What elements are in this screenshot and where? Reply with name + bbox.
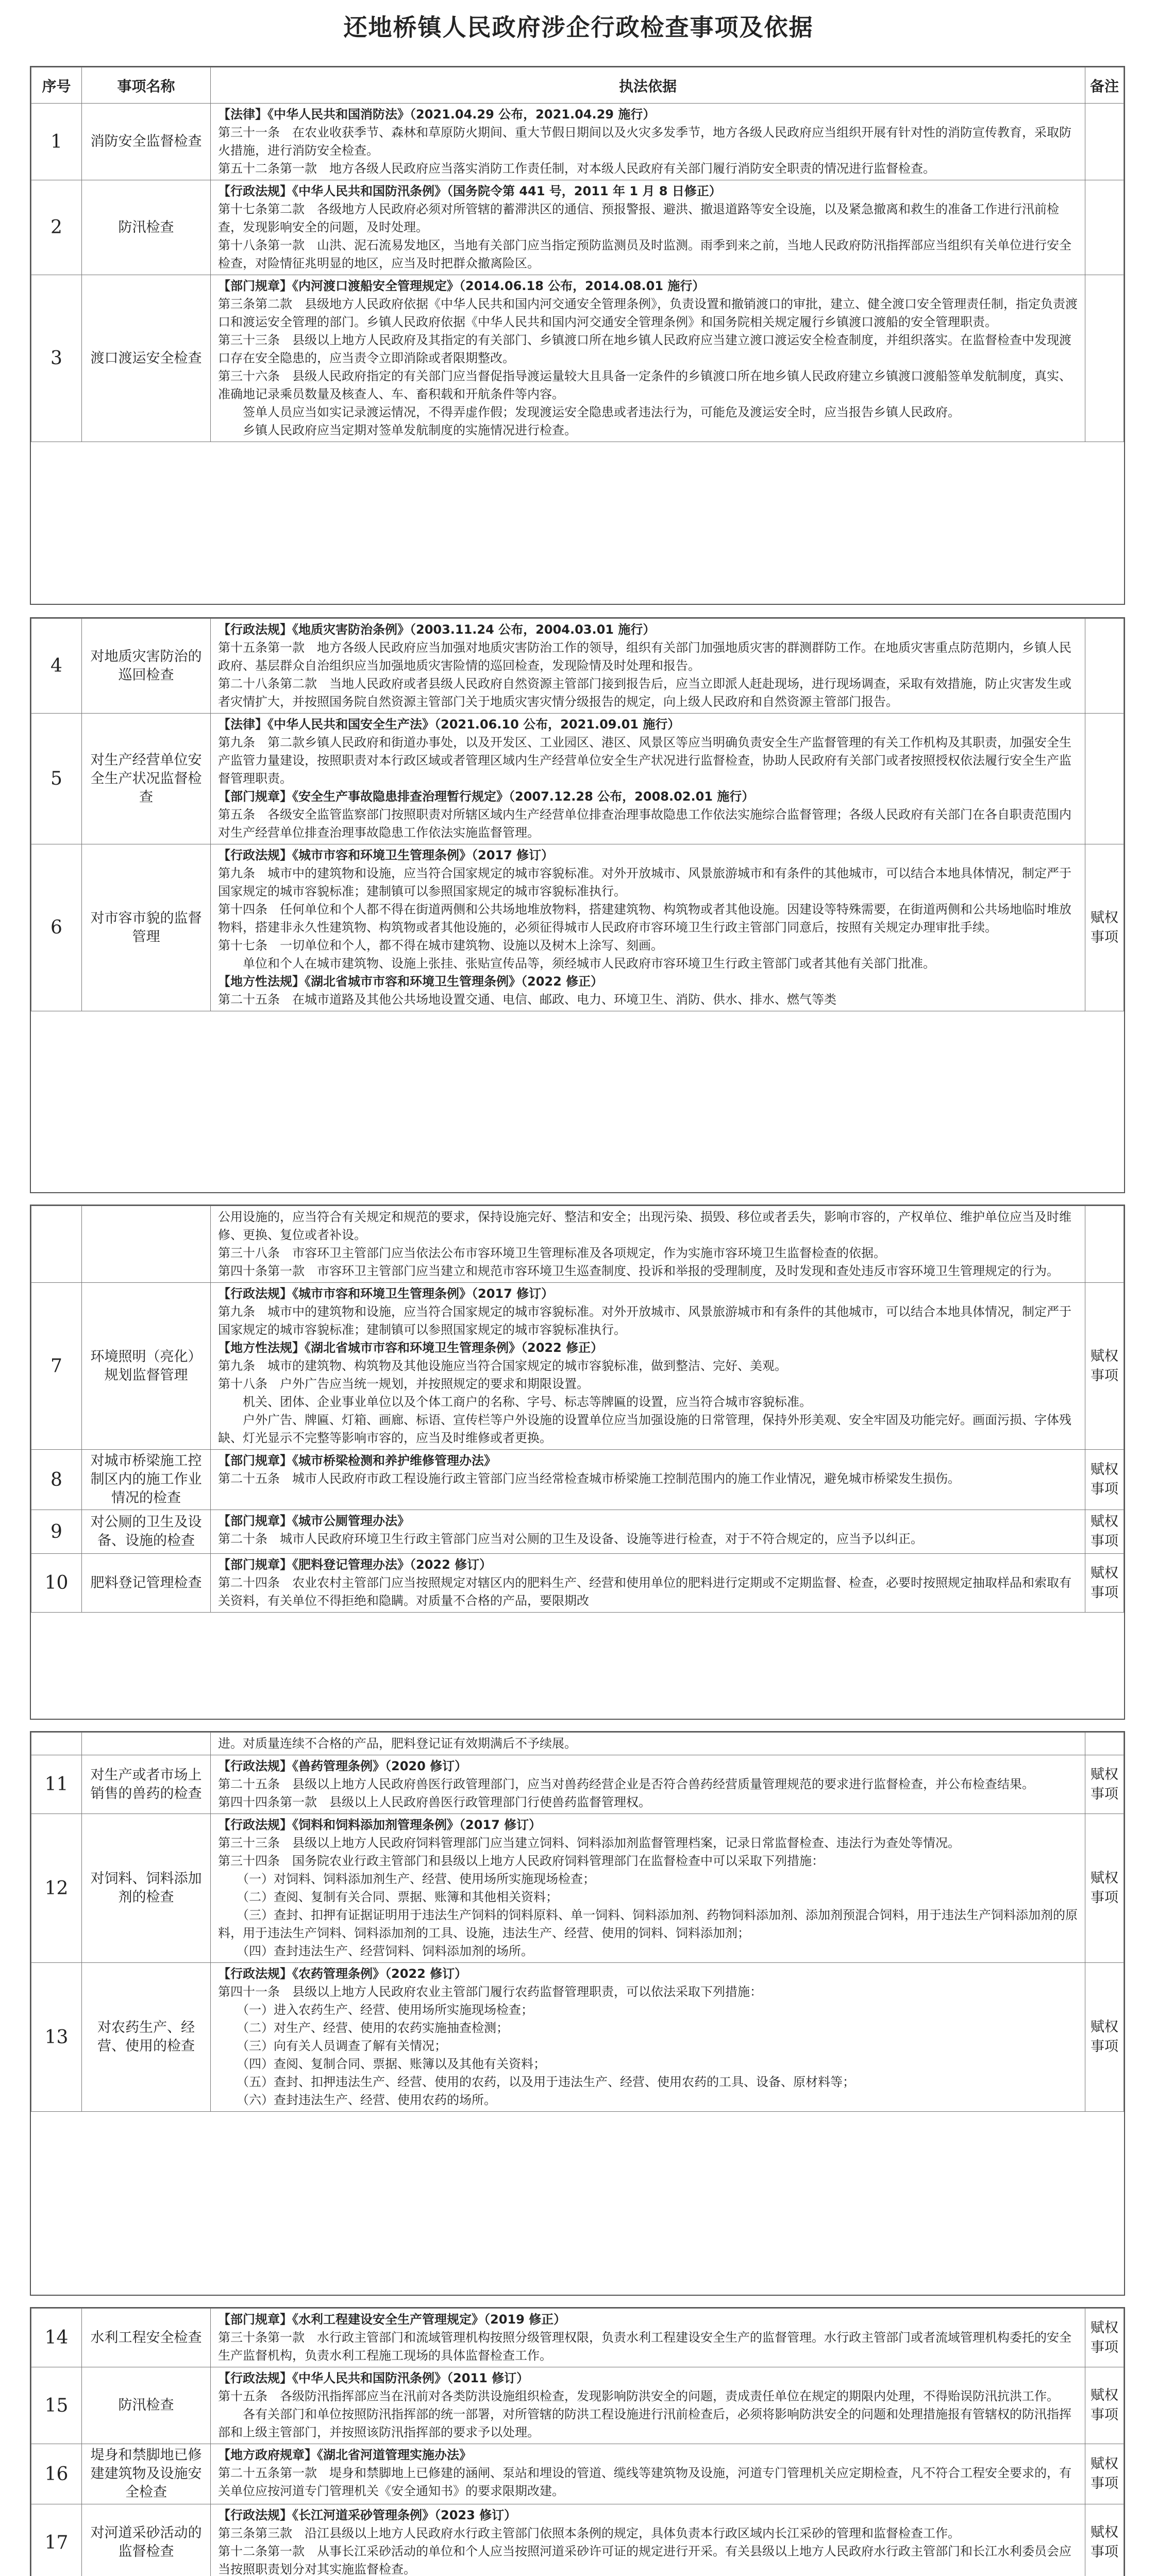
row-number: 6 xyxy=(31,844,82,1011)
inspection-table xyxy=(31,1206,1124,1613)
remark: 赋权事项 xyxy=(1085,1963,1124,2112)
legal-basis xyxy=(211,1554,1085,1613)
article-text: （二）查阅、复制有关合同、票据、账簿和其他相关资料； xyxy=(218,1890,558,1904)
legal-basis xyxy=(211,2309,1085,2367)
item-name: 对农药生产、经营、使用的检查 xyxy=(82,1963,211,2112)
article-text: 第五十二条第一款 地方各级人民政府应当落实消防工作责任制，对本级人民政府有关部门履行消防安全职责的情况进行监督检查。 xyxy=(218,161,935,176)
article-text: 第四十条第一款 市容环卫主管部门应当建立和规范市容环境卫生巡查制度、投诉和举报的受理制度，及时发现和查处违反市容环境卫生管理规定的行为。 xyxy=(218,1264,1059,1278)
article-text: （三）向有关人员调查了解有关情况； xyxy=(218,2039,447,2053)
law-source: 【行政法规】《农药管理条例》（2022 修订） xyxy=(218,1967,467,1981)
remark: 赋权事项 xyxy=(1085,2504,1124,2576)
article-text: 第十五条 各级防汛指挥部应当在汛前对各类防洪设施组织检查，发现影响防洪安全的问题，责成责任单位在规定的期限内处理，不得贻误防汛抗洪工作。 xyxy=(218,2389,1059,2403)
law-source: 【部门规章】《内河渡口渡船安全管理规定》（2014.06.18 公布，2014.08.01 施行） xyxy=(218,279,705,293)
table-row xyxy=(31,1206,1124,1283)
row-number: 3 xyxy=(31,275,82,442)
law-source: 【行政法规】《城市市容和环境卫生管理条例》（2017 修订） xyxy=(218,848,554,862)
row-number: 16 xyxy=(31,2444,82,2504)
article-text: （一）对饲料、饲料添加剂生产、经营、使用场所实施现场检查； xyxy=(218,1872,595,1886)
inspection-table xyxy=(31,1732,1124,2112)
legal-basis xyxy=(211,275,1085,442)
legal-basis xyxy=(211,1733,1085,1755)
table-row xyxy=(31,1510,1124,1554)
table-row xyxy=(31,180,1124,275)
legal-basis xyxy=(211,104,1085,180)
header-item: 事项名称 xyxy=(82,67,211,104)
remark xyxy=(1085,1206,1124,1283)
remark xyxy=(1085,275,1124,442)
item-name: 对市容市貌的监督管理 xyxy=(82,844,211,1011)
row-number xyxy=(31,1733,82,1755)
header-basis: 执法依据 xyxy=(211,67,1085,104)
row-number: 10 xyxy=(31,1554,82,1613)
article-text: 进。对质量连续不合格的产品，肥料登记证有效期满后不予续展。 xyxy=(218,1736,577,1751)
table-row xyxy=(31,2367,1124,2444)
table-page-1 xyxy=(30,66,1125,605)
table-row xyxy=(31,1554,1124,1613)
table-page-3 xyxy=(30,1205,1125,1720)
article-text: 第三十三条 县级以上地方人民政府及其指定的有关部门、乡镇渡口所在地乡镇人民政府应当建立渡口渡运安全检查制度，并组织落实。在监督检查中发现渡口存在安全隐患的，应当责令立即消除或者限期整改。 xyxy=(218,333,1071,365)
legal-basis xyxy=(211,1206,1085,1283)
remark xyxy=(1085,180,1124,275)
item-name: 对地质灾害防治的巡回检查 xyxy=(82,619,211,714)
article-text: 第五条 各级安全监管监察部门按照职责对所辖区域内生产经营单位排查治理事故隐患工作依法实施综合监督管理；各级人民政府有关部门在各自职责范围内对生产经营单位排查治理事故隐患工作依法实施监督管理。 xyxy=(218,807,1071,840)
article-text: 第九条 城市的建筑物、构筑物及其他设施应当符合国家规定的城市容貌标准，做到整洁、完好、美观。 xyxy=(218,1359,787,1373)
remark xyxy=(1085,1733,1124,1755)
table-row xyxy=(31,844,1124,1011)
legal-basis xyxy=(211,2504,1085,2576)
item-name: 防汛检查 xyxy=(82,180,211,275)
remark: 赋权事项 xyxy=(1085,2309,1124,2367)
law-source: 【行政法规】《中华人民共和国防汛条例》（国务院令第 441 号，2011 年 1 月 8 日修正） xyxy=(218,184,722,198)
article-text: 第三条第二款 县级地方人民政府依据《中华人民共和国内河交通安全管理条例》，负责设置和撤销渡口的审批，建立、健全渡口安全管理责任制，指定负责渡口和渡运安全管理的部门。乡镇人民政府依据《中华人民共和国内河交通安全管理条例》和国务院相关规定履行乡镇渡口渡船的安全管理职责。 xyxy=(218,297,1078,329)
item-name: 渡口渡运安全检查 xyxy=(82,275,211,442)
article-text: 第十八条第一款 山洪、泥石流易发地区，当地有关部门应当指定预防监测员及时监测。雨季到来之前，当地人民政府防汛指挥部应当组织有关单位进行安全检查，对险情征兆明显的地区，应当及时把群众撤离险区。 xyxy=(218,238,1071,270)
article-text: 第二十条 城市人民政府环境卫生行政主管部门应当对公厕的卫生及设备、设施等进行检查，对于不符合规定的，应当予以纠正。 xyxy=(218,1532,923,1546)
remark: 赋权事项 xyxy=(1085,1510,1124,1554)
law-source: 【地方政府规章】《湖北省河道管理实施办法》 xyxy=(218,2448,472,2462)
table-row xyxy=(31,1283,1124,1450)
item-name: 防汛检查 xyxy=(82,2367,211,2444)
article-text: 第三条第三款 沿江县级以上地方人民政府水行政主管部门依照本条例的规定，具体负责本行政区域内长江采砂的管理和监督检查工作。 xyxy=(218,2526,960,2540)
article-text: 第三十四条 国务院农业行政主管部门和县级以上地方人民政府饲料管理部门在监督检查中可以采取下列措施： xyxy=(218,1854,824,1868)
remark: 赋权事项 xyxy=(1085,1283,1124,1450)
article-text: 第九条 第二款乡镇人民政府和街道办事处，以及开发区、工业园区、港区、风景区等应当明确负责安全生产监督管理的有关工作机构及其职责，加强安全生产监管力量建设，按照职责对本行政区域或者管理区域内生产经营单位安全生产状况进行监督检查，协助人民政府有关部门或者按照授权依法履行安全生产监督管理职责。 xyxy=(218,735,1071,786)
article-text: 第九条 城市中的建筑物和设施，应当符合国家规定的城市容貌标准。对外开放城市、风景旅游城市和有条件的其他城市，可以结合本地具体情况，制定严于国家规定的城市容貌标准；建制镇可以参照国家规定的城市容貌标准执行。 xyxy=(218,866,1071,899)
law-source: 【行政法规】《长江河道采砂管理条例》（2023 修订） xyxy=(218,2508,517,2522)
table-row xyxy=(31,275,1124,442)
item-name: 对河道采砂活动的监督检查 xyxy=(82,2504,211,2576)
legal-basis xyxy=(211,619,1085,714)
item-name xyxy=(82,1206,211,1283)
item-name: 对公厕的卫生及设备、设施的检查 xyxy=(82,1510,211,1554)
law-source: 【地方性法规】《湖北省城市市容和环境卫生管理条例》（2022 修正） xyxy=(218,1341,603,1355)
row-number: 9 xyxy=(31,1510,82,1554)
legal-basis xyxy=(211,1450,1085,1510)
law-source: 【法律】《中华人民共和国安全生产法》（2021.06.10 公布，2021.09.01 施行） xyxy=(218,717,680,732)
article-text: （三）查封、扣押有证据证明用于违法生产饲料的饲料原料、单一饲料、饲料添加剂、药物饲料添加剂、添加剂预混合饲料，用于违法生产饲料添加剂的原料，用于违法生产饲料、饲料添加剂的工具、设施，违法生产、经营、使用的饲料、饲料添加剂； xyxy=(218,1908,1078,1940)
table-row xyxy=(31,1814,1124,1963)
item-name: 环境照明（亮化）规划监督管理 xyxy=(82,1283,211,1450)
legal-basis xyxy=(211,1755,1085,1814)
remark: 赋权事项 xyxy=(1085,1450,1124,1510)
table-row xyxy=(31,1755,1124,1814)
law-source: 【地方性法规】《湖北省城市市容和环境卫生管理条例》（2022 修正） xyxy=(218,974,603,989)
row-number: 12 xyxy=(31,1814,82,1963)
row-number: 4 xyxy=(31,619,82,714)
article-text: 户外广告、牌匾、灯箱、画廊、标语、宣传栏等户外设施的设置单位应当加强设施的日常管理，保持外形美观、安全牢固及功能完好。画面污损、字体残缺、灯光显示不完整等影响市容的，应当及时维修或者更换。 xyxy=(218,1413,1071,1445)
header-remark: 备注 xyxy=(1085,67,1124,104)
article-text: 第四十四条第一款 县级以上人民政府兽医行政管理部门行使兽药监督管理权。 xyxy=(218,1795,651,1809)
law-source: 【部门规章】《安全生产事故隐患排查治理暂行规定》（2007.12.28 公布，2008.02.01 施行） xyxy=(218,789,754,804)
article-text: 签单人员应当如实记录渡运情况，不得弄虚作假；发现渡运安全隐患或者违法行为，可能危及渡运安全时，应当报告乡镇人民政府。 xyxy=(218,405,960,419)
legal-basis xyxy=(211,844,1085,1011)
table-row xyxy=(31,714,1124,844)
remark: 赋权事项 xyxy=(1085,1554,1124,1613)
law-source: 【法律】《中华人民共和国消防法》（2021.04.29 公布，2021.04.29 施行） xyxy=(218,107,656,122)
remark: 赋权事项 xyxy=(1085,844,1124,1011)
inspection-table xyxy=(31,67,1124,442)
inspection-table xyxy=(31,2308,1124,2576)
table-header-row xyxy=(31,67,1124,104)
law-source: 【部门规章】《水利工程建设安全生产管理规定》（2019 修正） xyxy=(218,2312,566,2327)
inspection-table xyxy=(31,618,1124,1011)
article-text: 第二十五条第一款 堤身和禁脚地上已修建的涵闸、泵站和埋设的管道、缆线等建筑物及设施，河道专门管理机关应定期检查，凡不符合工程安全要求的，有关单位应按河道专门管理机关《安全通知书》的要求限期改建。 xyxy=(218,2466,1071,2498)
legal-basis xyxy=(211,2444,1085,2504)
article-text: （五）查封、扣押违法生产、经营、使用的农药，以及用于违法生产、经营、使用农药的工具、设备、原材料等； xyxy=(218,2075,855,2089)
law-source: 【行政法规】《地质灾害防治条例》（2003.11.24 公布，2004.03.01 施行） xyxy=(218,622,656,637)
row-number: 8 xyxy=(31,1450,82,1510)
article-text: 第十八条 户外广告应当统一规划，并按照规定的要求和期限设置。 xyxy=(218,1377,589,1391)
article-text: 第二十八条第二款 当地人民政府或者县级人民政府自然资源主管部门接到报告后，应当立即派人赶赴现场，进行现场调查，采取有效措施，防止灾害发生或者灾情扩大，并按照国务院自然资源主管部门关于地质灾害灾情分级报告的规定，向上级人民政府和自然资源主管部门报告。 xyxy=(218,676,1071,709)
article-text: 公用设施的，应当符合有关规定和规范的要求，保持设施完好、整洁和安全；出现污染、损毁、移位或者丢失，影响市容的，产权单位、维护单位应当及时维修、更换、复位或者补设。 xyxy=(218,1210,1071,1242)
table-page-5 xyxy=(30,2307,1125,2576)
legal-basis xyxy=(211,1963,1085,2112)
article-text: 第三十六条 县级人民政府指定的有关部门应当督促指导渡运量较大且具备一定条件的乡镇渡口所在地乡镇人民政府建立乡镇渡口渡船签单发航制度，真实、准确地记录乘员数量及核查人、车、畜积载和开航条件等内容。 xyxy=(218,369,1071,401)
table-row xyxy=(31,104,1124,180)
row-number: 13 xyxy=(31,1963,82,2112)
table-row xyxy=(31,1450,1124,1510)
article-text: 第二十五条 在城市道路及其他公共场地设置交通、电信、邮政、电力、环境卫生、消防、供水、排水、燃气等类 xyxy=(218,992,836,1007)
article-text: 第四十一条 县级以上地方人民政府农业主管部门履行农药监督管理职责，可以依法采取下列措施： xyxy=(218,1985,762,1999)
header-no: 序号 xyxy=(31,67,82,104)
article-text: 第九条 城市中的建筑物和设施，应当符合国家规定的城市容貌标准。对外开放城市、风景旅游城市和有条件的其他城市，可以结合本地具体情况，制定严于国家规定的城市容貌标准；建制镇可以参照国家规定的城市容貌标准执行。 xyxy=(218,1304,1071,1337)
article-text: 第三十三条 县级以上地方人民政府饲料管理部门应当建立饲料、饲料添加剂监督管理档案，记录日常监督检查、违法行为查处等情况。 xyxy=(218,1836,960,1850)
item-name: 堤身和禁脚地已修建建筑物及设施安全检查 xyxy=(82,2444,211,2504)
legal-basis xyxy=(211,1814,1085,1963)
article-text: 第三十一条 在农业收获季节、森林和草原防火期间、重大节假日期间以及火灾多发季节，地方各级人民政府应当组织开展有针对性的消防宣传教育，采取防火措施，进行消防安全检查。 xyxy=(218,125,1071,158)
article-text: 机关、团体、企业事业单位以及个体工商户的名称、字号、标志等牌匾的设置，应当符合城市容貌标准。 xyxy=(218,1395,812,1409)
article-text: （四）查阅、复制合同、票据、账簿以及其他有关资料； xyxy=(218,2057,546,2071)
article-text: 单位和个人在城市建筑物、设施上张挂、张贴宣传品等，须经城市人民政府市容环境卫生行政主管部门或者其他有关部门批准。 xyxy=(218,956,935,971)
law-source: 【部门规章】《肥料登记管理办法》（2022 修订） xyxy=(218,1557,492,1572)
table-row xyxy=(31,2504,1124,2576)
article-text: （一）进入农药生产、经营、使用场所实施现场检查； xyxy=(218,2003,533,2017)
row-number: 2 xyxy=(31,180,82,275)
page-title: 还地桥镇人民政府涉企行政检查事项及依据 xyxy=(343,13,814,41)
table-page-2 xyxy=(30,617,1125,1193)
article-text: 第二十五条 县级以上地方人民政府兽医行政管理部门，应当对兽药经营企业是否符合兽药经营质量管理规范的要求进行监督检查，并公布检查结果。 xyxy=(218,1777,1034,1791)
remark: 赋权事项 xyxy=(1085,2367,1124,2444)
article-text: 第二十四条 农业农村主管部门应当按照规定对辖区内的肥料生产、经营和使用单位的肥料进行定期或不定期监督、检查，必要时按照规定抽取样品和索取有关资料，有关单位不得拒绝和隐瞒。对质量不合格的产品，要限期改 xyxy=(218,1575,1071,1608)
article-text: 第十二条第一款 从事长江采砂活动的单位和个人应当按照河道采砂许可证的规定进行开采。有关县级以上地方人民政府水行政主管部门和长江水利委员会应当按照职责划分对其实施监督检查。 xyxy=(218,2544,1071,2576)
article-text: 第二十五条 城市人民政府市政工程设施行政主管部门应当经常检查城市桥梁施工控制范围内的施工作业情况，避免城市桥梁发生损伤。 xyxy=(218,1471,960,1486)
law-source: 【部门规章】《城市桥梁检测和养护维修管理办法》 xyxy=(218,1453,496,1468)
law-source: 【行政法规】《兽药管理条例》（2020 修订） xyxy=(218,1759,467,1773)
row-number: 14 xyxy=(31,2309,82,2367)
item-name: 水利工程安全检查 xyxy=(82,2309,211,2367)
legal-basis xyxy=(211,180,1085,275)
item-name: 消防安全监督检查 xyxy=(82,104,211,180)
remark: 赋权事项 xyxy=(1085,1814,1124,1963)
table-row xyxy=(31,1963,1124,2112)
table-row xyxy=(31,1733,1124,1755)
row-number: 1 xyxy=(31,104,82,180)
table-row xyxy=(31,619,1124,714)
item-name: 对饲料、饲料添加剂的检查 xyxy=(82,1814,211,1963)
row-number: 15 xyxy=(31,2367,82,2444)
article-text: 各有关部门和单位按照防汛指挥部的统一部署，对所管辖的防洪工程设施进行汛前检查后，必须将影响防洪安全的问题和处理措施报有管辖权的防汛指挥部和上级主管部门，并按照该防汛指挥部的要求予以处理。 xyxy=(218,2407,1071,2439)
article-text: （二）对生产、经营、使用的农药实施抽查检测； xyxy=(218,2021,509,2035)
table-row xyxy=(31,2309,1124,2367)
row-number xyxy=(31,1206,82,1283)
table-row xyxy=(31,2444,1124,2504)
legal-basis xyxy=(211,714,1085,844)
article-text: 第三十八条 市容环卫主管部门应当依法公布市容环境卫生管理标准及各项规定，作为实施市容环境卫生监督检查的依据。 xyxy=(218,1246,886,1260)
item-name: 对城市桥梁施工控制区内的施工作业情况的检查 xyxy=(82,1450,211,1510)
law-source: 【行政法规】《城市市容和环境卫生管理条例》（2017 修订） xyxy=(218,1286,554,1301)
remark xyxy=(1085,714,1124,844)
article-text: 第三十条第一款 水行政主管部门和流域管理机构按照分级管理权限，负责水利工程建设安全生产的监督管理。水行政主管部门或者流域管理机构委托的安全生产监督机构，负责水利工程施工现场的具体监督检查工作。 xyxy=(218,2330,1071,2363)
article-text: （四）查封违法生产、经营饲料、饲料添加剂的场所。 xyxy=(218,1944,533,1958)
law-source: 【行政法规】《中华人民共和国防汛条例》（2011 修订） xyxy=(218,2371,529,2385)
row-number: 11 xyxy=(31,1755,82,1814)
law-source: 【部门规章】《城市公厕管理办法》 xyxy=(218,1514,410,1528)
article-text: 第十七条 一切单位和个人，都不得在城市建筑物、设施以及树木上涂写、刻画。 xyxy=(218,938,663,953)
article-text: 第十七条第二款 各级地方人民政府必须对所管辖的蓄滞洪区的通信、预报警报、避洪、撤退道路等安全设施，以及紧急撤离和救生的准备工作进行汛前检查，发现影响安全的问题，及时处理。 xyxy=(218,202,1059,234)
item-name xyxy=(82,1733,211,1755)
article-text: 第十五条第一款 地方各级人民政府应当加强对地质灾害防治工作的领导，组织有关部门加强地质灾害的群测群防工作。在地质灾害重点防范期内，乡镇人民政府、基层群众自治组织应当加强地质灾害险情的巡回检查，发现险情及时处理和报告。 xyxy=(218,640,1071,673)
table-page-4 xyxy=(30,1731,1125,2296)
item-name: 对生产经营单位安全生产状况监督检查 xyxy=(82,714,211,844)
remark: 赋权事项 xyxy=(1085,2444,1124,2504)
remark xyxy=(1085,619,1124,714)
row-number: 5 xyxy=(31,714,82,844)
law-source: 【行政法规】《饲料和饲料添加剂管理条例》（2017 修订） xyxy=(218,1818,542,1832)
row-number: 7 xyxy=(31,1283,82,1450)
row-number: 17 xyxy=(31,2504,82,2576)
item-name: 肥料登记管理检查 xyxy=(82,1554,211,1613)
article-text: （六）查封违法生产、经营、使用农药的场所。 xyxy=(218,2093,496,2107)
article-text: 乡镇人民政府应当定期对签单发航制度的实施情况进行检查。 xyxy=(218,423,577,437)
article-text: 第十四条 任何单位和个人都不得在街道两侧和公共场地堆放物料，搭建建筑物、构筑物或者其他设施。因建设等特殊需要，在街道两侧和公共场地临时堆放物料，搭建非永久性建筑物、构筑物或者其他设施的，必须征得城市人民政府市容环境卫生行政主管部门同意后，按照有关规定办理审批手续。 xyxy=(218,902,1071,935)
legal-basis xyxy=(211,1510,1085,1554)
remark: 赋权事项 xyxy=(1085,1755,1124,1814)
item-name: 对生产或者市场上销售的兽药的检查 xyxy=(82,1755,211,1814)
legal-basis xyxy=(211,2367,1085,2444)
legal-basis xyxy=(211,1283,1085,1450)
remark xyxy=(1085,104,1124,180)
